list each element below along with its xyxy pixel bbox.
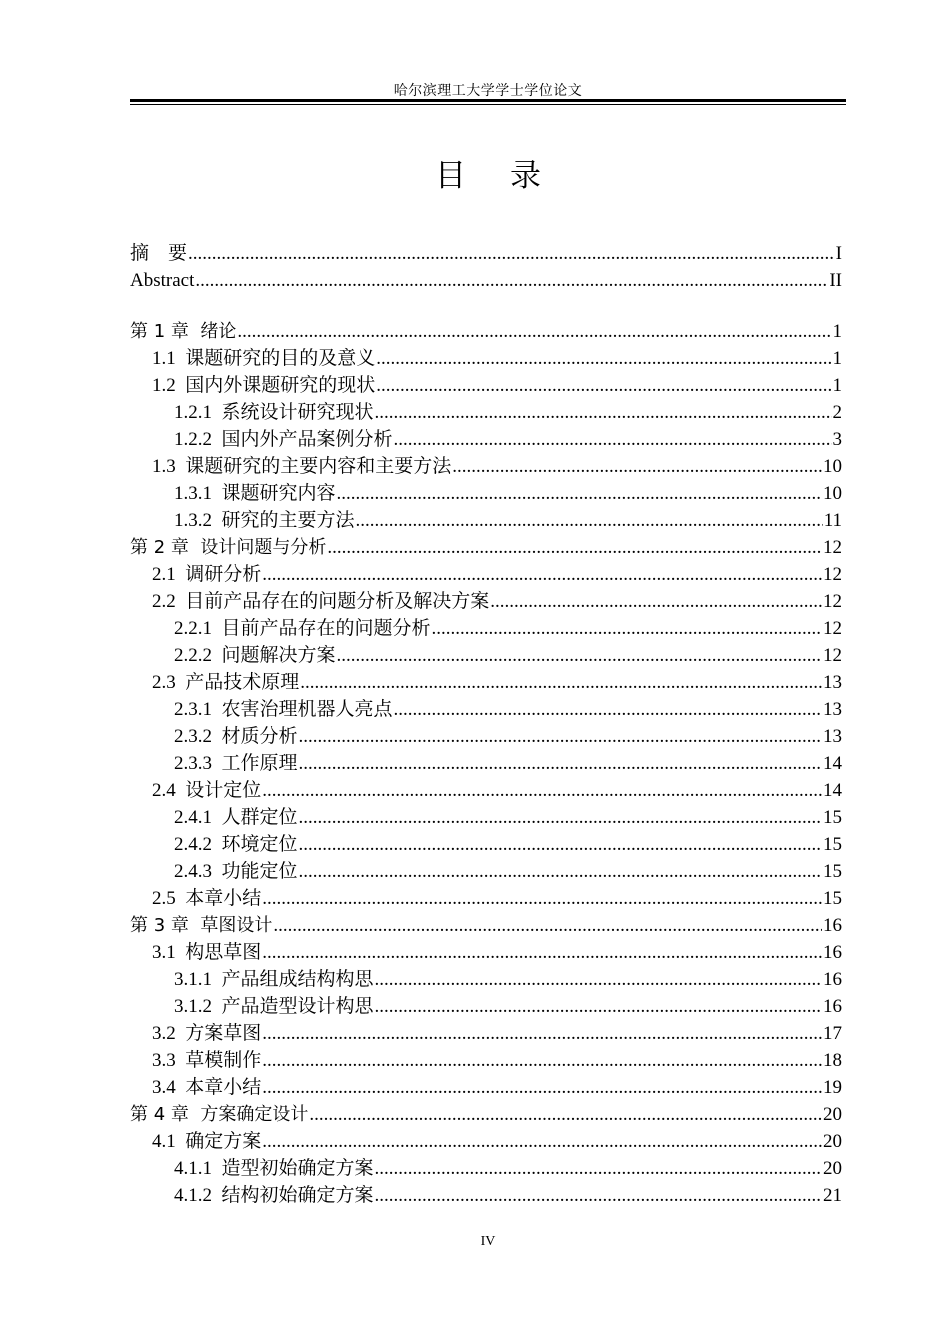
toc-entry-label: 第 2 章 设计问题与分析 (130, 537, 327, 558)
toc-entry-label: 4.1.1 造型初始确定方案 (174, 1158, 374, 1179)
toc-section-entry[interactable] (130, 372, 842, 399)
toc-leader-dots (299, 750, 822, 777)
toc-leader-dots (375, 966, 822, 993)
toc-leader-dots (262, 939, 822, 966)
toc-entry-page: 10 (823, 483, 842, 504)
toc-chapter-entry[interactable] (130, 1101, 842, 1128)
toc-subsection-entry[interactable] (130, 426, 842, 453)
toc-entry-label: 2.4.1 人群定位 (174, 807, 298, 828)
toc-entry-label: 3.1 构思草图 (152, 942, 262, 963)
toc-entry-label: 1.2.2 国内外产品案例分析 (174, 429, 393, 450)
toc-entry-page: 13 (823, 699, 842, 720)
toc-leader-dots (299, 723, 822, 750)
toc-entry-label: 1.2.1 系统设计研究现状 (174, 402, 374, 423)
toc-entry-label: 2.2.1 目前产品存在的问题分析 (174, 618, 431, 639)
toc-entry-label: 第 3 章 草图设计 (130, 915, 273, 936)
toc-entry-page: 12 (823, 645, 842, 666)
toc-entry-page: 12 (823, 564, 842, 585)
toc-section-entry[interactable] (130, 588, 842, 615)
toc-entry-label: 1.3.1 课题研究内容 (174, 483, 336, 504)
toc-entry-label: 第 4 章 方案确定设计 (130, 1104, 309, 1125)
toc-entry[interactable] (130, 267, 842, 294)
toc-leader-dots (337, 642, 822, 669)
toc-entry-page: 13 (823, 672, 842, 693)
toc-leader-dots (188, 240, 835, 267)
toc-entry-label: 2.2 目前产品存在的问题分析及解决方案 (152, 591, 490, 612)
toc-entry-page: 3 (832, 429, 842, 450)
toc-subsection-entry[interactable] (130, 399, 842, 426)
toc-leader-dots (262, 885, 822, 912)
toc-entry-page: 19 (823, 1077, 842, 1098)
toc-leader-dots (262, 1128, 822, 1155)
toc-subsection-entry[interactable] (130, 831, 842, 858)
toc-section-entry[interactable] (130, 1074, 842, 1101)
toc-subsection-entry[interactable] (130, 723, 842, 750)
toc-entry-label: 3.4 本章小结 (152, 1077, 262, 1098)
toc-leader-dots (195, 267, 828, 294)
toc-leader-dots (490, 588, 822, 615)
toc-section-entry[interactable] (130, 345, 842, 372)
toc-leader-dots (262, 1047, 822, 1074)
page-number: IV (480, 1234, 496, 1249)
toc-entry-label: 摘 要 (130, 243, 188, 264)
toc-entry-page: 15 (823, 861, 842, 882)
toc-title-char-1: 目 (435, 158, 466, 193)
toc-chapter-entry[interactable] (130, 912, 842, 939)
toc-entry-label: 1.3 课题研究的主要内容和主要方法 (152, 456, 452, 477)
toc-leader-dots (327, 534, 822, 561)
toc-entry-page: 17 (823, 1023, 842, 1044)
toc-section-entry[interactable] (130, 939, 842, 966)
toc-entry-page: 20 (823, 1158, 842, 1179)
toc-title (130, 150, 846, 195)
toc-leader-dots (432, 615, 822, 642)
toc-entry-label: 4.1.2 结构初始确定方案 (174, 1185, 374, 1206)
toc-leader-dots (337, 480, 822, 507)
toc-leader-dots (452, 453, 822, 480)
header-rule-thick (130, 99, 846, 102)
toc-subsection-entry[interactable] (130, 804, 842, 831)
toc-entry-label: 1.3.2 研究的主要方法 (174, 510, 355, 531)
toc-entry-label: 2.4.3 功能定位 (174, 861, 298, 882)
toc-section-entry[interactable] (130, 1047, 842, 1074)
toc-entry-page: 13 (823, 726, 842, 747)
header-rule-thin (130, 104, 846, 105)
toc-section-entry[interactable] (130, 885, 842, 912)
toc-leader-dots (309, 1101, 822, 1128)
toc-entry-label: 3.1.2 产品造型设计构思 (174, 996, 374, 1017)
toc-entry-page: 21 (823, 1185, 842, 1206)
toc-section-entry[interactable] (130, 669, 842, 696)
toc-leader-dots (375, 993, 822, 1020)
toc-entry-label: 2.2.2 问题解决方案 (174, 645, 336, 666)
toc-chapter-entries (130, 318, 842, 1209)
toc-entry-page: 14 (823, 753, 842, 774)
toc-leader-dots (300, 669, 822, 696)
toc-leader-dots (237, 318, 831, 345)
toc-section-entry[interactable] (130, 1020, 842, 1047)
toc-entry-page: 16 (823, 915, 842, 936)
toc-entry-label: 3.3 草模制作 (152, 1050, 262, 1071)
toc-subsection-entry[interactable] (130, 1155, 842, 1182)
toc-entry-label: 2.1 调研分析 (152, 564, 262, 585)
toc-leader-dots (273, 912, 822, 939)
toc-leader-dots (299, 858, 822, 885)
toc-subsection-entry[interactable] (130, 615, 842, 642)
toc-entry-page: 16 (823, 942, 842, 963)
toc-entry-page: 15 (823, 807, 842, 828)
toc-leader-dots (299, 831, 822, 858)
toc-entry-page: 1 (832, 321, 842, 342)
toc-entry-label: 1.2 国内外课题研究的现状 (152, 375, 376, 396)
toc-leader-dots (375, 1155, 822, 1182)
toc-entry-page: 1 (832, 348, 842, 369)
toc-leader-dots (376, 372, 831, 399)
toc-leader-dots (376, 345, 831, 372)
toc-title-char-2: 录 (510, 158, 541, 193)
toc-entry-label: 2.3.1 农害治理机器人亮点 (174, 699, 393, 720)
toc-entry-page: II (829, 270, 842, 291)
toc-entry-label: 2.3.2 材质分析 (174, 726, 298, 747)
toc-chapter-entry[interactable] (130, 318, 842, 345)
toc-entry-page: I (835, 243, 842, 264)
front-matter-entries (130, 240, 842, 294)
toc-entry-label: 3.2 方案草图 (152, 1023, 262, 1044)
toc-leader-dots (299, 804, 822, 831)
toc-chapter-entry[interactable] (130, 534, 842, 561)
toc-entry-label: 2.3.3 工作原理 (174, 753, 298, 774)
toc-leader-dots (262, 1020, 822, 1047)
toc-entry-page: 15 (823, 834, 842, 855)
toc-entry-label: Abstract (130, 270, 195, 291)
toc-entry-page: 12 (823, 591, 842, 612)
toc-subsection-entry[interactable] (130, 993, 842, 1020)
toc-subsection-entry[interactable] (130, 507, 842, 534)
toc-subsection-entry[interactable] (130, 1182, 842, 1209)
toc-entry-page: 2 (832, 402, 842, 423)
toc-entry-page: 18 (823, 1050, 842, 1071)
toc-leader-dots (262, 561, 822, 588)
toc-entry-page: 1 (832, 375, 842, 396)
toc-entry[interactable] (130, 240, 842, 267)
toc-section-entry[interactable] (130, 561, 842, 588)
toc-entry-label: 2.3 产品技术原理 (152, 672, 300, 693)
toc-section-entry[interactable] (130, 777, 842, 804)
toc-entry-page: 16 (823, 969, 842, 990)
toc-subsection-entry[interactable] (130, 750, 842, 777)
toc-subsection-entry[interactable] (130, 966, 842, 993)
toc-entry-label: 2.5 本章小结 (152, 888, 262, 909)
toc-entry-page: 12 (823, 618, 842, 639)
toc-section-entry[interactable] (130, 1128, 842, 1155)
toc-subsection-entry[interactable] (130, 642, 842, 669)
toc-entry-page: 11 (823, 510, 842, 531)
toc-entry-label: 2.4.2 环境定位 (174, 834, 298, 855)
toc-entry-label: 1.1 课题研究的目的及意义 (152, 348, 376, 369)
toc-entry-page: 16 (823, 996, 842, 1017)
toc-entry-page: 15 (823, 888, 842, 909)
toc-leader-dots (394, 426, 832, 453)
toc-entry-page: 20 (823, 1131, 842, 1152)
toc-leader-dots (375, 399, 832, 426)
toc-entry-label: 3.1.1 产品组成结构构思 (174, 969, 374, 990)
toc-leader-dots (375, 1182, 822, 1209)
toc-entry-label: 2.4 设计定位 (152, 780, 262, 801)
running-header: 哈尔滨理工大学学士学位论文 (393, 84, 583, 99)
toc-subsection-entry[interactable] (130, 480, 842, 507)
toc-leader-dots (262, 777, 822, 804)
toc-section-entry[interactable] (130, 453, 842, 480)
toc-entry-page: 20 (823, 1104, 842, 1125)
toc-leader-dots (356, 507, 823, 534)
toc-entry-page: 12 (823, 537, 842, 558)
toc-entry-label: 第 1 章 绪论 (130, 321, 237, 342)
toc-leader-dots (262, 1074, 822, 1101)
toc-entry-page: 10 (823, 456, 842, 477)
toc-entry-page: 14 (823, 780, 842, 801)
toc-leader-dots (394, 696, 822, 723)
toc-entry-label: 4.1 确定方案 (152, 1131, 262, 1152)
toc-subsection-entry[interactable] (130, 696, 842, 723)
toc-subsection-entry[interactable] (130, 858, 842, 885)
